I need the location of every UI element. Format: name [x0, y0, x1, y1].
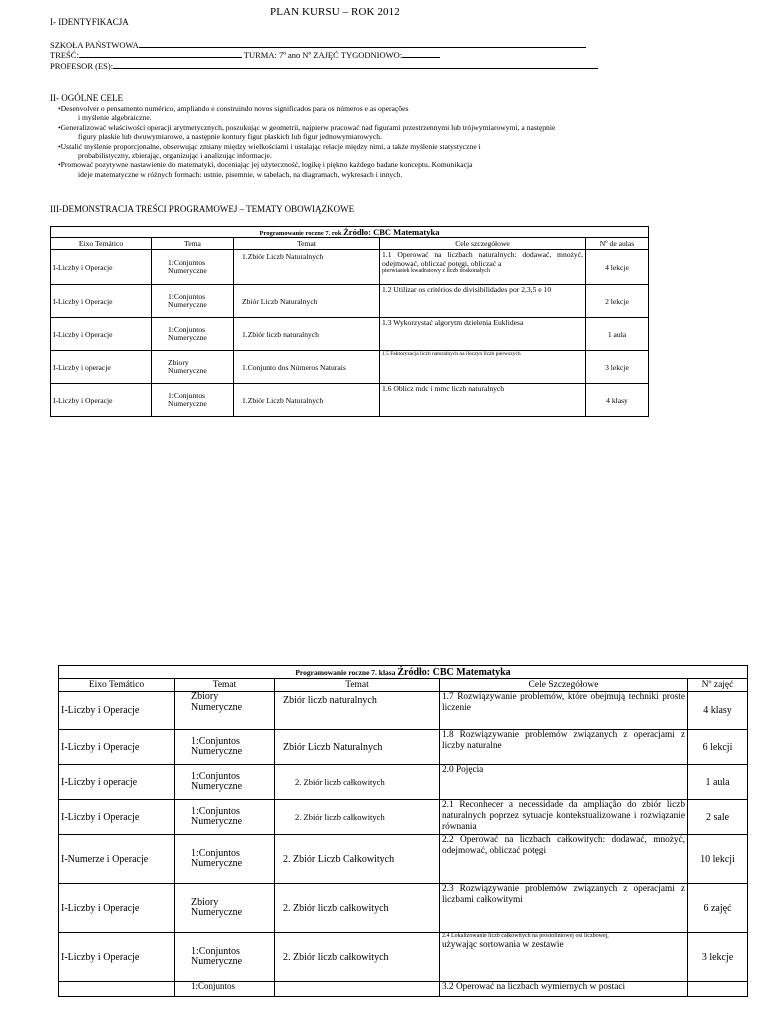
goal-item: •Generalizować właściwości operacji arytmetycznych, poszukując w geometrii, najpierw pracować nad figurami przestrzennymi lub trójwymiarowymi, a następnie figury płaskie lub dwuwymiarowe, a następnie kontury figur płaskich lub figur jednowymiarowych.	[58, 122, 556, 142]
section-identification-heading: I- IDENTYFIKACJA	[50, 17, 129, 27]
table-row: I-Liczby i operacje 1:Conjuntos Numeryczne 2. Zbiór liczb całkowitych 2.0 Pojęcia 1 aula	[59, 765, 748, 800]
profesor-label: PROFESOR (ES):	[50, 61, 114, 71]
table-row: I-Liczby i Operacje Zbiory Numeryczne 2. Zbiór liczb całkowitych 2.3 Rozwiązywanie problemów związanych z operacjami z liczbami całkowitymi 6 zajęć	[59, 884, 748, 933]
table-row: I-Numerze i Operacje 1:Conjuntos Numeryczne 2. Zbiór Liczb Całkowitych 2.2 Operować na liczbach całkowitych: dodawać, mnożyć, odejmować, obliczać potęgi 10 lekcji	[59, 835, 748, 884]
profesor-row	[50, 60, 598, 71]
col-header-lessons: Nº zajęć	[688, 679, 748, 692]
school-blank	[139, 39, 586, 48]
table-row: I-Liczby i Operacje 1:Conjuntos Numeryczne 1.Zbiór Liczb Naturalnych 1.1 Operować na liczbach naturalnych: dodawać, mnożyć, odejmować, obliczać potęgi, obliczać a pierwiastek kwadratowy z liczb doskonałych 4 lekcje	[51, 250, 649, 285]
table-row: I-Liczby i operacje Zbiory Numeryczne 1.Conjunto dos Números Naturais 1.5 Faktoryzacja liczb naturalnych na iloczyn liczb pierwszych 3 lekcje	[51, 351, 649, 384]
table-row: I-Liczby i Operacje 1:Conjuntos Numeryczne 2. Zbiór liczb całkowitych 2.1 Reconhecer a necessidade da ampliação do zbiór liczb naturalnych poprzez sytuacje kontekstualizowane i rozwiązanie równania 2 sale	[59, 800, 748, 835]
table-row: 1:Conjuntos 3.2 Operować na liczbach wymiernych w postaci	[59, 982, 748, 997]
program-table-2	[58, 665, 748, 997]
col-header-eixo: Eixo Temático	[59, 679, 175, 692]
page-title: PLAN KURSU – ROK 2012	[270, 6, 400, 18]
tresc-blank	[79, 49, 242, 58]
col-header-tema: Tema	[152, 238, 234, 250]
school-label: SZKOŁA PAŃSTWOWA	[50, 40, 139, 50]
section-goals-heading: II- OGÓLNE CELE	[50, 93, 123, 103]
table-caption: Programowanie roczne 7. klasa Źródło: CBC Matematyka	[59, 666, 748, 679]
col-header-temat: Temat	[275, 679, 440, 692]
table-row: I-Liczby i Operacje 1:Conjuntos Numeryczne 2. Zbiór liczb całkowitych 2.4 Lokalizowanie liczb całkowitych na prostoliniowej osi liczbowej, używając sortowania w zestawie 3 lekcje	[59, 933, 748, 982]
col-header-eixo: Eixo Temático	[51, 238, 152, 250]
goal-item: •Ustalić myślenie proporcjonalne, obserwując zmiany między wielkościami i ustalając relacje między nimi, a także myślenie statystyczne i probabilistyczny, zbierając, organizując i analizując informacje.	[58, 141, 481, 161]
table-row: I-Liczby i Operacje 1:Conjuntos Numeryczne 1.Zbiór Liczb Naturalnych 1.6 Oblicz mdc i mmc liczb naturalnych 4 klasy	[51, 384, 649, 417]
table-row: I-Liczby i Operacje 1:Conjuntos Numeryczne Zbiór Liczb Naturalnych 1.2 Utilizar os critérios de divisibilidades por 2,3,5 e 10 2 lekcje	[51, 285, 649, 318]
col-header-temat: Temat	[234, 238, 380, 250]
tresc-label: TREŚĆ:	[50, 50, 79, 60]
table-caption: Programowanie roczne 7. rok Źródło: CBC Matematyka	[51, 227, 649, 238]
turma-blank	[402, 49, 440, 58]
turma-label: TURMA: 7º ano Nº ZAJĘĆ TYGODNIOWO:	[243, 50, 403, 60]
goals-list	[58, 104, 766, 179]
col-header-cele: Cele Szczegółowe	[440, 679, 688, 692]
goal-item: •Promować pozytywne nastawienie do matematyki, doceniając jej użyteczność, logikę i piękno każdego badane konceptu. Komunikacja ideje matematyczne w różnych formach: ustnie, pisemnie, w tabelach, na diagramach, wykresach i innych.	[58, 160, 473, 179]
profesor-blank	[113, 60, 598, 69]
program-table-1	[50, 226, 649, 417]
tresc-row	[50, 49, 440, 60]
col-header-tema: Temat	[175, 679, 275, 692]
col-header-cele: Cele szczegółowe	[380, 238, 586, 250]
table-row: I-Liczby i Operacje 1:Conjuntos Numeryczne Zbiór Liczb Naturalnych 1.8 Rozwiązywanie problemów związanych z operacjami z liczby naturalne 6 lekcji	[59, 730, 748, 765]
col-header-lessons: Nº de aulas	[586, 238, 649, 250]
goal-item: •Desenvolver o pensamento numérico, ampliando e construindo novos significados para os números e as operações i myślenie algebraiczne.	[58, 104, 409, 123]
section-content-heading: III-DEMONSTRACJA TREŚCI PROGRAMOWEJ – TEMATY OBOWIĄZKOWE	[50, 204, 355, 214]
table-row: I-Liczby i Operacje 1:Conjuntos Numeryczne 1.Zbiór liczb naturalnych 1.3 Wykorzystać algorytm dzielenia Euklidesa 1 aula	[51, 318, 649, 351]
table-row: I-Liczby i Operacje Zbiory Numeryczne Zbiór liczb naturalnych 1.7 Rozwiązywanie problemów, które obejmują techniki proste liczenie 4 klasy	[59, 692, 748, 730]
